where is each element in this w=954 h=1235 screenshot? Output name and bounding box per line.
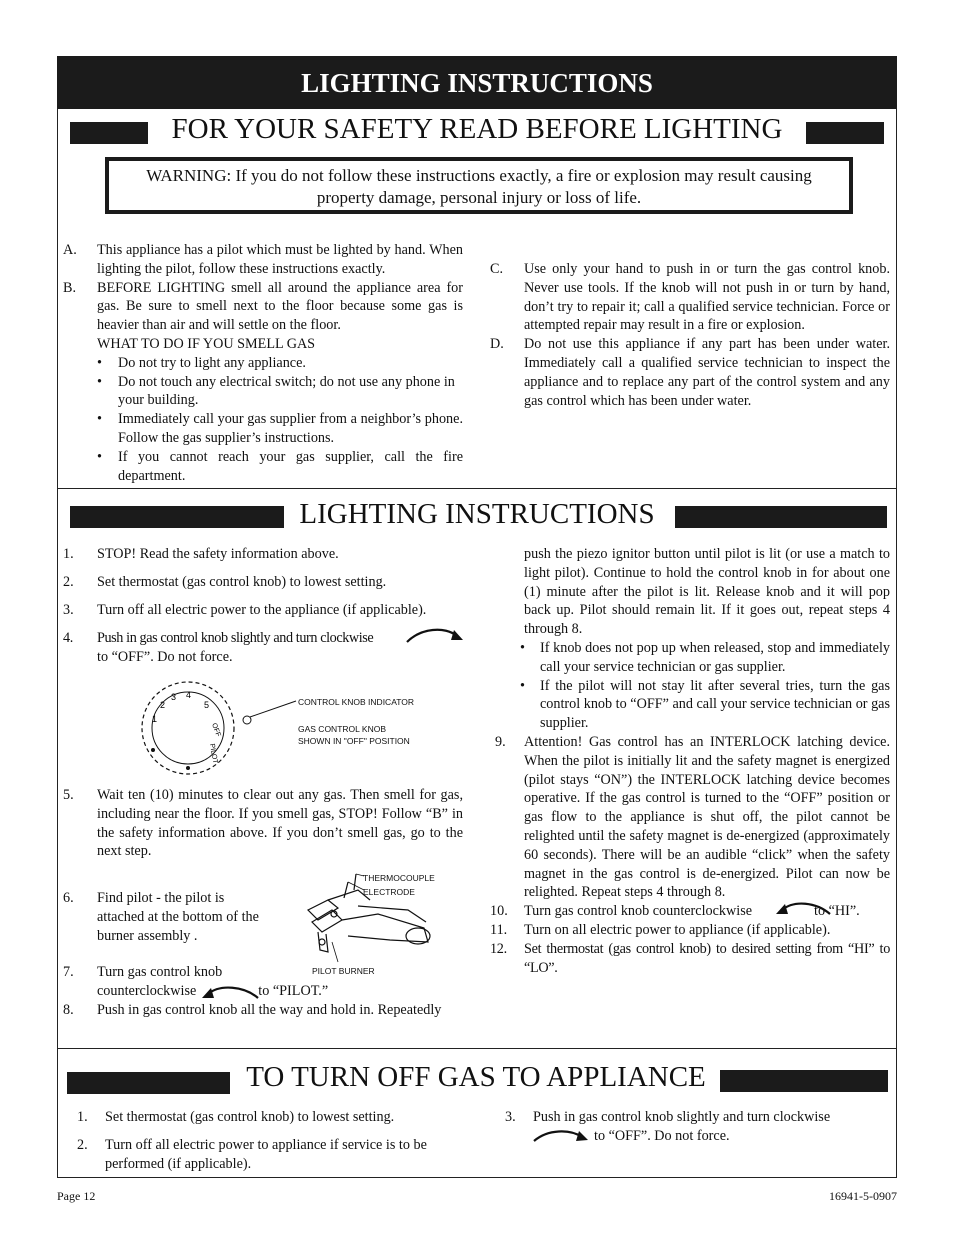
item-text: Use only your hand to push in or turn the gas control knob. Never use tools. If the knob will not push in or turn by hand, don’t try to repair it; call a qualified service technician. Force or attempted repair may result in a fire or explosion. xyxy=(524,261,890,334)
step-text: to “PILOT.” xyxy=(258,982,329,999)
knob-pilot-label: PILOT xyxy=(208,743,219,765)
pilot-assembly-diagram xyxy=(298,870,448,970)
step-text: Set thermostat (gas control knob) to lowest setting. xyxy=(97,574,387,590)
clockwise-arrow-icon xyxy=(532,1127,592,1145)
step-text: Turn off all electric power to the appliance (if applicable). xyxy=(97,602,427,618)
heading-bar-left xyxy=(70,122,148,144)
knob-indicator-label: CONTROL KNOB INDICATOR xyxy=(298,697,415,707)
step-3 xyxy=(63,601,463,629)
step-text: Attention! Gas control has an INTERLOCK latching device. When the pilot is initially lit and the safety magnet is energized (pilot stays “ON”) the INTERLOCK latching device becomes operative. If the gas control is turned to the “OFF” position or gas flow to the appliance is shut off, the pilot cannot be relighted until the safety magnet is de-energized (approximately 60 seconds). There will be an audible “click” when the safety magnet in the gas control is de-energized. Pilot can now be relighted. Repeat steps 4 through 8. xyxy=(524,733,890,901)
step-7 xyxy=(63,963,463,1019)
bullet-text: If the pilot will not stay lit after several tries, turn the gas control knob to “OFF” and call your service technician or gas supplier. xyxy=(540,677,890,732)
bullet-text: If you cannot reach your gas supplier, call the fire department. xyxy=(118,448,463,484)
knob-digit: 1 xyxy=(152,714,158,724)
heading-bar-left xyxy=(67,1072,230,1094)
knob-digit: 2 xyxy=(160,700,166,710)
page-title: LIGHTING INSTRUCTIONS xyxy=(301,68,653,98)
step-text: counterclockwise xyxy=(97,982,197,999)
step-8-continued: push the piezo ignitor button until pilot is lit (or use a match to light pilot). Continue to hold the control knob in for about one (1) minute after the pilot is lit. Release knob and it will pop back up. Pilot should remain lit. If it goes out, repeat steps 4 through 8. xyxy=(524,546,890,638)
item-label: B. xyxy=(63,279,77,296)
step-label: 1. xyxy=(77,1109,88,1125)
bullet-icon: • xyxy=(520,677,525,694)
safety-item-b xyxy=(63,279,463,335)
counterclockwise-arrow-icon xyxy=(772,898,832,918)
step-8 xyxy=(63,1001,463,1020)
indicator-pointer-icon xyxy=(240,696,300,726)
safety-right-column xyxy=(490,260,890,410)
step-label: 8. xyxy=(63,1001,74,1018)
step-7-line-2 xyxy=(63,982,463,1001)
bullet-item xyxy=(490,639,890,677)
item-text: BEFORE LIGHTING smell all around the appliance area for gas. Be sure to smell next to the floor because some gas is heavier than air and will settle on the floor. xyxy=(97,279,463,334)
what-to-do-heading: WHAT TO DO IF YOU SMELL GAS xyxy=(97,335,316,352)
lighting-left-column-lower xyxy=(63,786,463,861)
turnoff-step-2 xyxy=(77,1136,465,1174)
heading-bar-right xyxy=(806,122,884,144)
step-label: 12. xyxy=(490,940,507,957)
bullet-text: Do not touch any electrical switch; do not use any phone in your building. xyxy=(118,373,455,409)
turnoff-step-3 xyxy=(505,1108,890,1127)
step-label: 9. xyxy=(495,733,506,750)
step-5 xyxy=(63,786,463,861)
step-text: STOP! Read the safety information above. xyxy=(97,546,339,562)
safety-left-column xyxy=(63,241,463,485)
step-text: Wait ten (10) minutes to clear out any gas. Then smell for gas, including near the floor. If you smell gas, STOP! Follow “B” in the safety information above. If you don’t smell gas, go to the next step. xyxy=(97,787,463,860)
bullet-icon: • xyxy=(520,639,525,656)
knob-digit: 4 xyxy=(186,690,192,700)
item-label: A. xyxy=(63,242,77,258)
item-text: Do not use this appliance if any part has been under water. Immediately call a qualified service technician to inspect the appliance and to replace any part of the control system and any gas control which has been under water. xyxy=(524,336,890,409)
item-text: This appliance has a pilot which must be lighted by hand. When lighting the pilot, follow these instructions exactly. xyxy=(97,242,463,277)
step-text: to “HI”. xyxy=(814,903,860,920)
step-12 xyxy=(490,940,890,978)
step-label: 7. xyxy=(63,964,74,980)
bullet-text: Do not try to light any appliance. xyxy=(118,354,306,371)
step-text: to “OFF”. Do not force. xyxy=(594,1127,730,1144)
page-number: Page 12 xyxy=(57,1189,96,1203)
gas-control-knob-diagram xyxy=(138,678,238,778)
thermocouple-label: THERMOCOUPLE xyxy=(363,873,435,883)
step-text: Find pilot - the pilot is attached at the bottom of the burner assembly . xyxy=(97,890,259,944)
bullet-text: Immediately call your gas supplier from a neighbor’s phone. Follow the gas supplier’s instructions. xyxy=(118,411,463,446)
step-text: Turn on all electric power to appliance (if applicable). xyxy=(524,921,831,938)
counterclockwise-arrow-icon xyxy=(198,982,260,1002)
step-text: Push in gas control knob all the way and hold in. Repeatedly xyxy=(97,1001,442,1018)
step-text: Turn off all electric power to appliance if service is to be performed (if applicable). xyxy=(105,1137,427,1172)
safety-heading: FOR YOUR SAFETY READ BEFORE LIGHTING xyxy=(171,113,783,145)
step-text: Set thermostat (gas control knob) to lowest setting. xyxy=(105,1109,395,1125)
step-text: Turn gas control knob counterclockwise xyxy=(524,903,753,920)
title-bar xyxy=(57,56,897,109)
bullet-item xyxy=(63,410,463,448)
step-9 xyxy=(490,733,890,902)
safety-item-a xyxy=(63,241,463,279)
knob-caption-line-1: GAS CONTROL KNOB xyxy=(298,724,387,734)
step-label: 2. xyxy=(63,574,74,590)
step-text: Turn gas control knob xyxy=(97,964,223,980)
step-text: Set thermostat (gas control knob) to desired setting from “HI” to “LO”. xyxy=(524,940,890,976)
electrode-label: ELECTRODE xyxy=(363,887,415,897)
document-code: 16941-5-0907 xyxy=(829,1189,897,1203)
turnoff-heading: TO TURN OFF GAS TO APPLIANCE xyxy=(246,1061,706,1093)
lighting-left-column xyxy=(63,545,463,667)
step-6 xyxy=(63,889,263,945)
bullet-text: If knob does not pop up when released, stop and immediately call your service technician or gas supplier. xyxy=(540,639,890,675)
bullet-item xyxy=(63,373,463,411)
warning-box: WARNING: If you do not follow these instructions exactly, a fire or explosion may result causing property damage, personal injury or loss of life. xyxy=(105,157,853,214)
step-1 xyxy=(63,545,463,573)
lighting-heading: LIGHTING INSTRUCTIONS xyxy=(299,498,655,530)
step-11 xyxy=(490,921,890,940)
clockwise-arrow-icon xyxy=(405,624,467,646)
knob-digit: 3 xyxy=(171,692,177,702)
step-4-continued: to “OFF”. Do not force. xyxy=(97,648,233,665)
step-2 xyxy=(63,573,463,601)
section-divider xyxy=(57,1048,897,1049)
bullet-icon: • xyxy=(97,448,102,465)
heading-bar-left xyxy=(70,506,284,528)
step-label: 11. xyxy=(490,921,508,938)
step-label: 4. xyxy=(63,630,73,646)
step-text: Push in gas control knob slightly and turn clockwise xyxy=(97,630,374,646)
knob-caption-line-2: SHOWN IN "OFF" POSITION xyxy=(298,736,410,746)
bullet-item xyxy=(63,354,463,373)
safety-item-c xyxy=(490,260,890,335)
pilot-burner-label: PILOT BURNER xyxy=(312,966,375,976)
bullet-icon: • xyxy=(97,354,102,371)
bullet-item xyxy=(490,677,890,733)
step-text: Push in gas control knob slightly and turn clockwise xyxy=(533,1109,831,1125)
heading-bar-right xyxy=(675,506,887,528)
step-6-body xyxy=(63,889,263,945)
knob-off-label: OFF xyxy=(210,722,222,738)
step-label: 6. xyxy=(63,890,74,906)
knob-digit: 5 xyxy=(204,700,210,710)
step-4 xyxy=(63,629,463,648)
heading-bar-right xyxy=(720,1070,888,1092)
item-label: C. xyxy=(490,261,504,277)
step-label: 5. xyxy=(63,787,74,803)
step-7-line-1 xyxy=(63,963,463,982)
item-label: D. xyxy=(490,336,504,353)
bullet-icon: • xyxy=(97,411,102,428)
step-label: 2. xyxy=(77,1137,88,1153)
turnoff-step-1 xyxy=(77,1108,465,1136)
step-label: 10. xyxy=(490,903,508,920)
bullet-item xyxy=(63,448,463,486)
safety-item-d xyxy=(490,335,890,410)
step-label: 3. xyxy=(505,1109,516,1125)
turnoff-left-column xyxy=(77,1108,465,1174)
step-label: 1. xyxy=(63,546,74,562)
step-label: 3. xyxy=(63,602,74,618)
bullet-icon: • xyxy=(97,373,102,390)
section-divider xyxy=(57,488,897,489)
